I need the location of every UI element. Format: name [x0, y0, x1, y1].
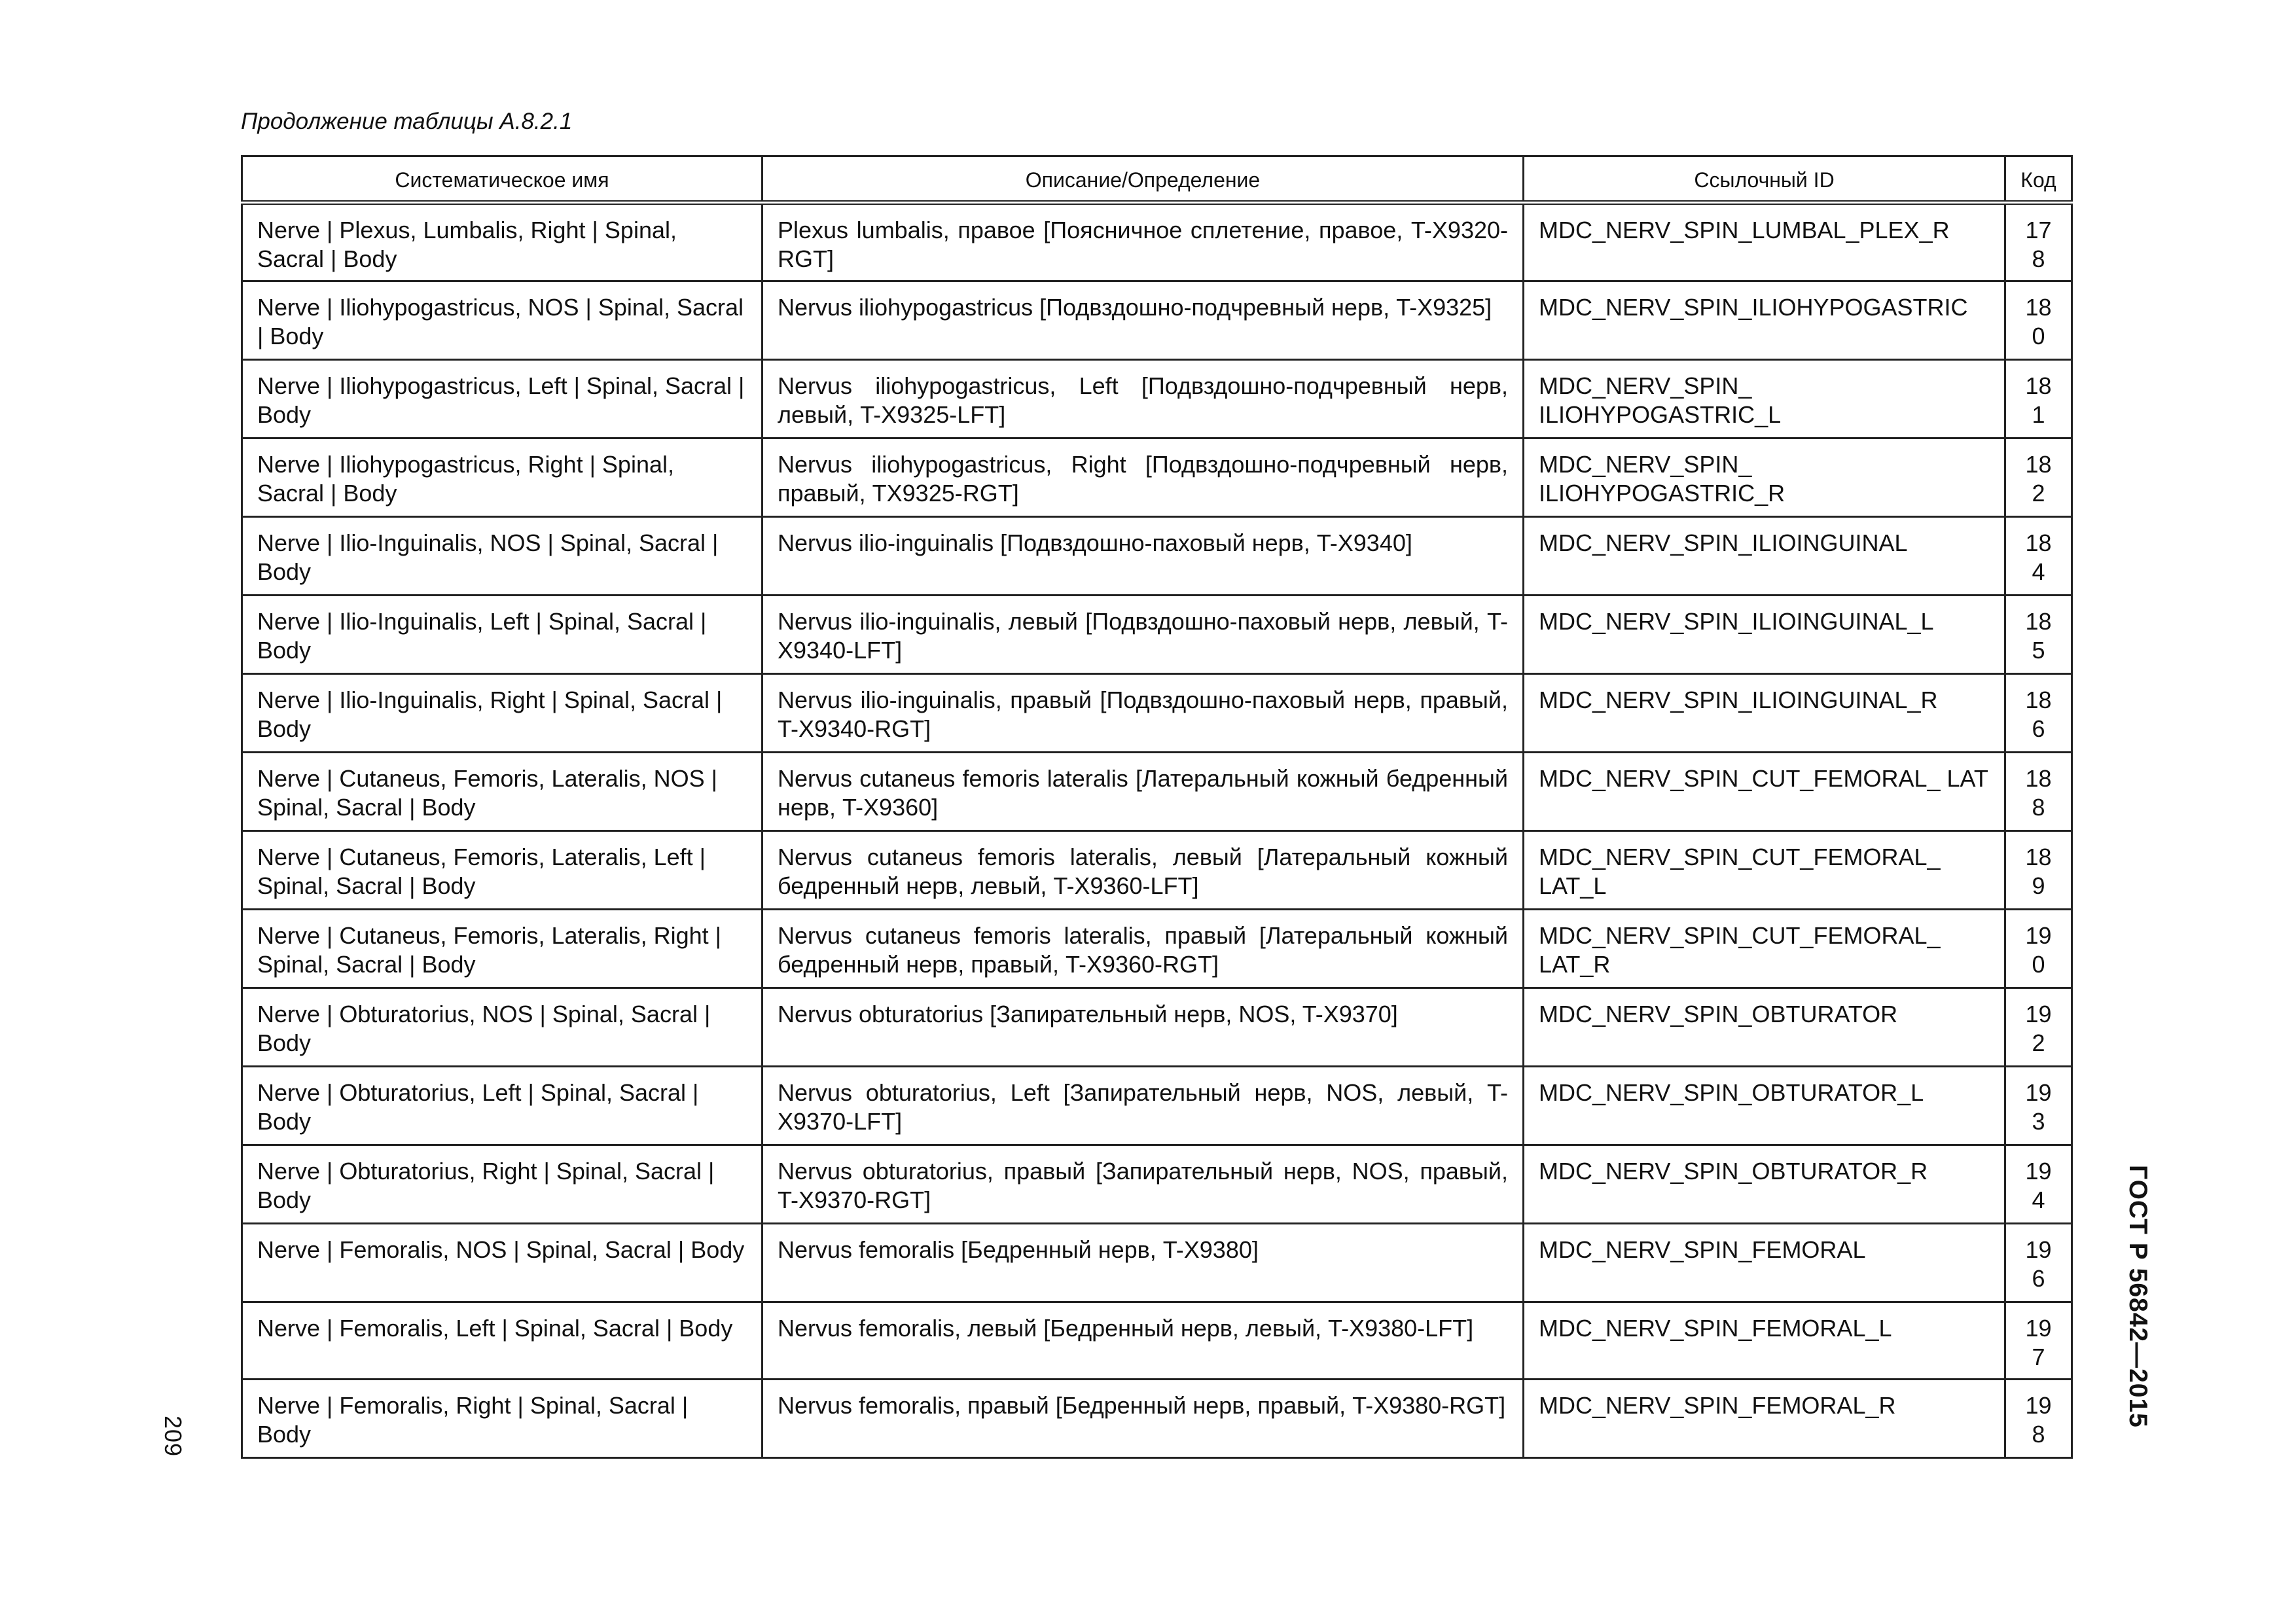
header-row: [242, 156, 2072, 203]
table-row: [242, 1067, 2072, 1145]
header-code: Код: [2005, 156, 2072, 203]
cell-reference-id: MDC_NERV_SPIN_ ILIOHYPOGASTRIC_L: [1524, 360, 2005, 438]
cell-reference-id: MDC_NERV_SPIN_OBTURATOR_L: [1524, 1067, 2005, 1145]
cell-name: Nerve | Obturatorius, Left | Spinal, Sacral | Body: [242, 1067, 762, 1145]
cell-code: 190: [2005, 910, 2072, 988]
header-description: Описание/Определение: [762, 156, 1524, 203]
cell-reference-id: MDC_NERV_SPIN_FEMORAL_R: [1524, 1380, 2005, 1458]
cell-code: 196: [2005, 1224, 2072, 1302]
header-systematic-name: Систематическое имя: [242, 156, 762, 203]
table-row: [242, 1302, 2072, 1380]
cell-description: Nervus ilio-inguinalis, правый [Подвздошно-паховый нерв, правый, T-X9340-RGT]: [762, 674, 1524, 753]
cell-description: Nervus obturatorius, правый [Запирательный нерв, NOS, правый, T-X9370-RGT]: [762, 1145, 1524, 1224]
cell-reference-id: MDC_NERV_SPIN_ILIOINGUINAL_L: [1524, 596, 2005, 674]
cell-description: Nervus ilio-inguinalis [Подвздошно-паховый нерв, T-X9340]: [762, 517, 1524, 596]
cell-code: 189: [2005, 831, 2072, 910]
cell-description: Nervus femoralis [Бедренный нерв, T-X9380]: [762, 1224, 1524, 1302]
cell-name: Nerve | Ilio-Inguinalis, Right | Spinal, Sacral | Body: [242, 674, 762, 753]
cell-code: 186: [2005, 674, 2072, 753]
cell-name: Nerve | Ilio-Inguinalis, Left | Spinal, Sacral | Body: [242, 596, 762, 674]
cell-code: 197: [2005, 1302, 2072, 1380]
cell-code: 182: [2005, 438, 2072, 517]
cell-reference-id: MDC_NERV_SPIN_OBTURATOR_R: [1524, 1145, 2005, 1224]
cell-description: Nervus obturatorius, Left [Запирательный нерв, NOS, левый, T-X9370-LFT]: [762, 1067, 1524, 1145]
cell-description: Plexus lumbalis, правое [Поясничное сплетение, правое, T-X9320-RGT]: [762, 203, 1524, 281]
cell-name: Nerve | Iliohypogastricus, Left | Spinal, Sacral | Body: [242, 360, 762, 438]
cell-reference-id: MDC_NERV_SPIN_CUT_FEMORAL_ LAT_L: [1524, 831, 2005, 910]
cell-reference-id: MDC_NERV_SPIN_LUMBAL_PLEX_R: [1524, 203, 2005, 281]
cell-description: Nervus obturatorius [Запирательный нерв, NOS, T-X9370]: [762, 988, 1524, 1067]
cell-description: Nervus cutaneus femoris lateralis [Латеральный кожный бедренный нерв, T-X9360]: [762, 753, 1524, 831]
cell-code: 193: [2005, 1067, 2072, 1145]
table-row: [242, 988, 2072, 1067]
data-table: [241, 155, 2073, 1459]
cell-code: 188: [2005, 753, 2072, 831]
cell-code: 185: [2005, 596, 2072, 674]
standard-designation: ГОСТ Р 56842—2015: [2124, 1165, 2152, 1428]
cell-reference-id: MDC_NERV_SPIN_FEMORAL: [1524, 1224, 2005, 1302]
table-row: [242, 203, 2072, 281]
table-row: [242, 1380, 2072, 1458]
table-row: [242, 753, 2072, 831]
cell-reference-id: MDC_NERV_SPIN_CUT_FEMORAL_ LAT: [1524, 753, 2005, 831]
cell-name: Nerve | Femoralis, NOS | Spinal, Sacral | Body: [242, 1224, 762, 1302]
cell-name: Nerve | Iliohypogastricus, Right | Spinal, Sacral | Body: [242, 438, 762, 517]
cell-reference-id: MDC_NERV_SPIN_OBTURATOR: [1524, 988, 2005, 1067]
table-row: [242, 281, 2072, 360]
cell-name: Nerve | Plexus, Lumbalis, Right | Spinal, Sacral | Body: [242, 203, 762, 281]
cell-code: 180: [2005, 281, 2072, 360]
cell-name: Nerve | Cutaneus, Femoris, Lateralis, Left | Spinal, Sacral | Body: [242, 831, 762, 910]
cell-description: Nervus femoralis, левый [Бедренный нерв, левый, T-X9380-LFT]: [762, 1302, 1524, 1380]
cell-code: 181: [2005, 360, 2072, 438]
cell-reference-id: MDC_NERV_SPIN_ ILIOHYPOGASTRIC_R: [1524, 438, 2005, 517]
table-row: [242, 674, 2072, 753]
table-row: [242, 831, 2072, 910]
cell-reference-id: MDC_NERV_SPIN_CUT_FEMORAL_ LAT_R: [1524, 910, 2005, 988]
table-caption: Продолжение таблицы А.8.2.1: [241, 109, 573, 134]
cell-description: Nervus femoralis, правый [Бедренный нерв, правый, T-X9380-RGT]: [762, 1380, 1524, 1458]
cell-name: Nerve | Iliohypogastricus, NOS | Spinal, Sacral | Body: [242, 281, 762, 360]
cell-description: Nervus ilio-inguinalis, левый [Подвздошно-паховый нерв, левый, T-X9340-LFT]: [762, 596, 1524, 674]
table-row: [242, 517, 2072, 596]
cell-name: Nerve | Cutaneus, Femoris, Lateralis, Right | Spinal, Sacral | Body: [242, 910, 762, 988]
cell-reference-id: MDC_NERV_SPIN_ILIOINGUINAL_R: [1524, 674, 2005, 753]
table-row: [242, 910, 2072, 988]
table-row: [242, 360, 2072, 438]
page-number: 209: [160, 1416, 187, 1457]
cell-code: 194: [2005, 1145, 2072, 1224]
cell-code: 198: [2005, 1380, 2072, 1458]
cell-description: Nervus iliohypogastricus, Right [Подвздошно-подчревный нерв, правый, TX9325-RGT]: [762, 438, 1524, 517]
cell-code: 178: [2005, 203, 2072, 281]
table-row: [242, 1145, 2072, 1224]
cell-code: 192: [2005, 988, 2072, 1067]
cell-description: Nervus iliohypogastricus [Подвздошно-подчревный нерв, T-X9325]: [762, 281, 1524, 360]
cell-name: Nerve | Cutaneus, Femoris, Lateralis, NOS | Spinal, Sacral | Body: [242, 753, 762, 831]
cell-description: Nervus cutaneus femoris lateralis, левый [Латеральный кожный бедренный нерв, левый, T-X9360-LFT]: [762, 831, 1524, 910]
cell-name: Nerve | Obturatorius, Right | Spinal, Sacral | Body: [242, 1145, 762, 1224]
cell-name: Nerve | Ilio-Inguinalis, NOS | Spinal, Sacral | Body: [242, 517, 762, 596]
table-row: [242, 1224, 2072, 1302]
cell-description: Nervus iliohypogastricus, Left [Подвздошно-подчревный нерв, левый, T-X9325-LFT]: [762, 360, 1524, 438]
cell-name: Nerve | Obturatorius, NOS | Spinal, Sacral | Body: [242, 988, 762, 1067]
table-row: [242, 596, 2072, 674]
cell-reference-id: MDC_NERV_SPIN_FEMORAL_L: [1524, 1302, 2005, 1380]
cell-name: Nerve | Femoralis, Right | Spinal, Sacral | Body: [242, 1380, 762, 1458]
table-row: [242, 438, 2072, 517]
cell-reference-id: MDC_NERV_SPIN_ILIOINGUINAL: [1524, 517, 2005, 596]
cell-reference-id: MDC_NERV_SPIN_ILIOHYPOGASTRIC: [1524, 281, 2005, 360]
header-reference-id: Ссылочный ID: [1524, 156, 2005, 203]
cell-name: Nerve | Femoralis, Left | Spinal, Sacral | Body: [242, 1302, 762, 1380]
cell-description: Nervus cutaneus femoris lateralis, правый [Латеральный кожный бедренный нерв, правый, T-X9360-RGT]: [762, 910, 1524, 988]
cell-code: 184: [2005, 517, 2072, 596]
